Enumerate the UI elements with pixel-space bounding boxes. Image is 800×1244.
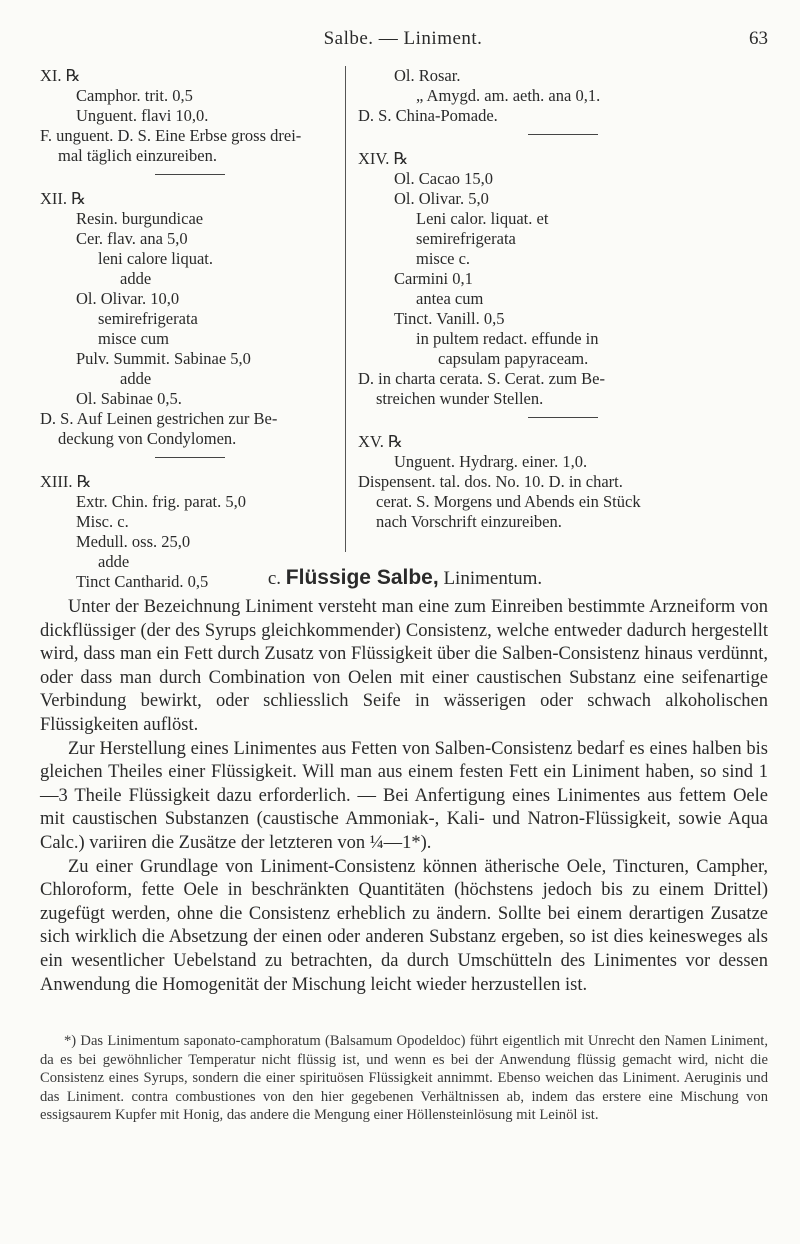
body-paragraph: Zur Herstellung eines Linimentes aus Fetten von Salben-Consistenz bedarf es eines halben bis gleichen Theiles einer Flüssigkeit. Will man aus einem festen Fett ein Liniment haben, so sind 1—3 Theile Flüssigkeit dazu erforderlich. — Bei Anfertigung eines Linimentes aus fettem Oele mit caustischen Substanzen (caustische Ammoniak-, Kali- und Natron-Flüssigkeit, sowie Aqua Calc.) variiren die Zusätze der letzteren von ¼—1*). [40,738,768,853]
right-recipe-column [358,66,768,532]
footnote [40,1032,768,1125]
recipe-line: Unguent. Hydrarg. einer. 1,0. [394,452,588,471]
running-title: Salbe. — Liniment. [323,28,483,49]
recipe-line: adde [120,369,152,388]
recipe-line: misce cum [98,329,170,348]
recipe-line: Camphor. trit. 0,5 [76,86,193,105]
recipe-line: Cer. flav. ana 5,0 [76,229,188,248]
recipe-line: Ol. Sabinae 0,5. [76,389,182,408]
recipe-line: semirefrigerata [98,309,198,328]
recipe-line: „ Amygd. am. aeth. ana 0,1. [416,86,601,105]
recipe-line: Resin. burgundicae [76,209,204,228]
recipe-line: mal täglich einzureiben. [58,146,217,165]
page-number: 63 [749,28,768,49]
recipe-line: F. unguent. D. S. Eine Erbse gross drei- [40,126,302,145]
recipe-line: deckung von Condylomen. [58,429,237,448]
recipe-line: D. S. Auf Leinen gestrichen zur Be- [40,409,278,428]
recipe-line: adde [120,269,152,288]
recipe-line: leni calore liquat. [98,249,213,268]
recipe-line: in pultem redact. effunde in [416,329,599,348]
section-prefix: c. [267,568,282,589]
recipe-separator [528,417,598,418]
recipe-line: D. in charta cerata. S. Cerat. zum Be- [358,369,605,388]
recipe-separator [528,134,598,135]
section-title: Flüssige Salbe, [285,566,439,589]
recipe-line: Pulv. Summit. Sabinae 5,0 [76,349,251,368]
recipe-separator [155,174,225,175]
recipe-line: antea cum [416,289,484,308]
recipe-line: Ol. Olivar. 5,0 [394,189,489,208]
recipe-line: streichen wunder Stellen. [376,389,544,408]
recipe-line: XI. ℞ [40,66,81,85]
recipe-separator [155,457,225,458]
recipe-line: XIII. ℞ [40,472,92,491]
body-text [40,596,768,997]
recipe-line: capsulam papyraceam. [438,349,589,368]
recipe-line: Tinct Cantharid. 0,5 [76,572,209,591]
recipe-line: Misc. c. [76,512,129,531]
body-paragraph: Unter der Bezeichnung Liniment versteht man eine zum Einreiben bestimmte Arzneiform von dickflüssiger (der des Syrups gleichkommender) Consistenz, welche entweder dadurch hergestellt wird, dass man ein Fett durch Zusatz von Flüssigkeit über die Salben-Consistenz hinaus verdünnt, oder dass man durch Combination von Oelen mit einer caustischen Substanz eine seifenartige Verbindung bewirkt, oder schliesslich Seife in wässerigen oder schwach alkoholischen Flüssigkeiten auflöst. [40,597,768,735]
section-heading [40,566,770,590]
recipe-line: Unguent. flavi 10,0. [76,106,209,125]
recipe-line: Medull. oss. 25,0 [76,532,191,551]
recipe-line: Carmini 0,1 [394,269,473,288]
recipe-line: XII. ℞ [40,189,86,208]
recipe-line: Extr. Chin. frig. parat. 5,0 [76,492,247,511]
recipe-line: Ol. Cacao 15,0 [394,169,493,188]
recipe-line: D. S. China-Pomade. [358,106,498,125]
recipe-line: nach Vorschrift einzureiben. [376,512,562,531]
recipe-line: adde [98,552,130,571]
recipe-line: semirefrigerata [416,229,516,248]
recipe-line: Tinct. Vanill. 0,5 [394,309,505,328]
recipe-line: Ol. Rosar. [394,66,461,85]
column-divider [345,66,346,552]
left-recipe-column [40,66,340,592]
footnote-text: *) Das Linimentum saponato-camphoratum (Balsamum Opodeldoc) führt eigentlich mit Unrecht den Namen Liniment, da es bei gewöhnlicher Temperatur nicht flüssig ist, und wenn es bei der Anwendung flüssig gemacht wird, nicht die Consistenz eines Syrups, sondern die einer spirituösen Flüssigkeit annimmt. Ebenso weichen das Liniment. Aeruginis und das Liniment. contra combustiones von den hier gegebenen Verhältnissen ab, indem das erstere eine Mischung von essigsaurem Kupfer mit Honig, das andere die Mengung einer Höllensteinlösung mit Leinöl ist. [40,1033,768,1124]
recipe-line: Ol. Olivar. 10,0 [76,289,180,308]
recipe-line: Dispensent. tal. dos. No. 10. D. in chart. [358,472,623,491]
recipe-line: Leni calor. liquat. et [416,209,549,228]
recipe-line: XV. ℞ [358,432,403,451]
recipe-line: misce c. [416,249,471,268]
section-subtitle: Linimentum. [443,568,543,589]
recipe-line: cerat. S. Morgens und Abends ein Stück [376,492,641,511]
recipe-line: XIV. ℞ [358,149,409,168]
page-header [38,28,768,52]
body-paragraph: Zu einer Grundlage von Liniment-Consistenz können ätherische Oele, Tincturen, Campher, Chloroform, fette Oele in beschränkten Quantitäten (höchstens jedoch bis zu einem Drittel) zugefügt werden, ohne die Consistenz erheblich zu ändern. Sollte bei einem derartigen Zusatze sich wirklich die Absetzung der einen oder anderen Substanz ergeben, so ist dies keinesweges als ein wesentlicher Uebelstand zu betrachten, da durch Umschütteln des Linimentes vor dessen Anwendung die Homogenität der Mischung leicht wieder herzustellen ist. [40,856,768,995]
